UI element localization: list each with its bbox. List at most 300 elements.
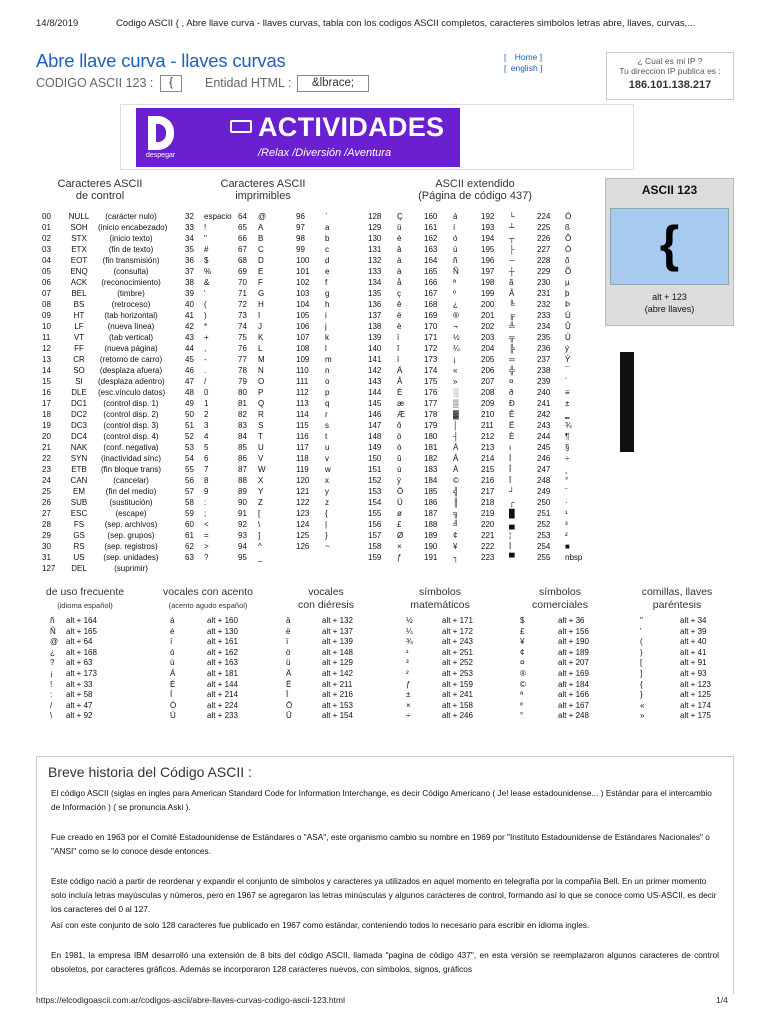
frequent-char: é [170, 626, 175, 636]
control-desc: (tab vertical) [108, 333, 153, 342]
printable-code: 111 [296, 377, 309, 386]
extended-code: 206 [481, 366, 495, 375]
frequent-header [622, 586, 732, 612]
control-abbr: LF [74, 322, 84, 331]
extended-code: 229 [537, 267, 551, 276]
printable-header [203, 178, 323, 202]
extended-code: 171 [424, 333, 438, 342]
printable-code: 69 [238, 267, 247, 276]
control-desc: (fin del medio) [105, 487, 157, 496]
extended-char: ç [397, 289, 401, 298]
extended-code: 156 [368, 520, 382, 529]
printable-code: 37 [185, 267, 194, 276]
extended-code: 248 [537, 476, 551, 485]
extended-char: ¡ [453, 355, 456, 364]
control-code: 00 [42, 212, 51, 221]
printable-char: i [325, 311, 327, 320]
extended-code: 128 [368, 212, 382, 221]
printable-code: 93 [238, 531, 247, 540]
code-value-box[interactable]: { [160, 75, 182, 92]
frequent-alt-code: alt + 132 [322, 616, 353, 625]
control-desc: (nueva línea) [107, 322, 155, 331]
frequent-char: á [170, 616, 175, 625]
nav-home-label[interactable]: Home [514, 52, 538, 62]
extended-char: ╝ [453, 520, 459, 529]
extended-char: ¬ [453, 322, 458, 331]
printable-char: u [325, 443, 330, 452]
frequent-alt-code: alt + 40 [680, 637, 707, 647]
printable-code: 109 [296, 355, 310, 364]
extended-char: õ [565, 256, 570, 265]
frequent-char: Ú [170, 711, 176, 721]
extended-code: 254 [537, 542, 551, 551]
printable-code: 79 [238, 377, 247, 386]
extended-char: Î [509, 465, 512, 474]
control-abbr: DC2 [70, 410, 87, 419]
frequent-char: / [50, 700, 53, 710]
frequent-char: Ï [286, 690, 289, 700]
extended-char: ╦ [509, 333, 515, 342]
frequent-alt-code: alt + 216 [322, 690, 353, 700]
extended-code: 250 [537, 498, 551, 507]
extended-code: 255 [537, 553, 551, 562]
extended-code: 241 [537, 399, 551, 408]
control-code: 22 [42, 454, 51, 463]
extended-code: 152 [368, 476, 382, 485]
history-p3: Este código nació a partir de reordenar y expandir el conjunto de símbolos y caracteres ya utilizados en aquel momento en telegrafía por la compañía Bell. En un primer momento solo incluía letras mayúsculas y números, pero en 1967 se agregaron las letras minúsculas y algunos caracteres de control, formando así lo que se conoce como US-ASCII, es decir los caracteres del 0 al 127. [51, 876, 717, 914]
control-abbr: ETB [71, 465, 87, 474]
extended-code: 138 [368, 322, 382, 331]
frequent-char: Ä [286, 669, 292, 678]
control-desc: (fin de texto) [108, 245, 154, 254]
control-desc: (conf. negativa) [103, 443, 159, 452]
printable-char: 8 [204, 476, 209, 485]
printable-char: V [258, 454, 264, 463]
extended-char: ú [453, 245, 458, 254]
frequent-alt-code: alt + 184 [558, 679, 589, 689]
extended-char: î [397, 344, 400, 353]
printable-char: ( [204, 300, 207, 309]
print-doc-title: Codigo ASCII { , Abre llave curva - llaves curvas, tabla con los codigos ASCII completos, caracteres simbolos letras abre, llaves, curvas,... [116, 18, 696, 29]
frequent-alt-code: alt + 189 [558, 647, 589, 657]
extended-code: 155 [368, 509, 382, 518]
printable-code: 91 [238, 509, 247, 518]
extended-code: 142 [368, 366, 382, 375]
frequent-char: { [640, 679, 643, 689]
frequent-alt-code: alt + 175 [680, 711, 711, 721]
control-code: 127 [42, 564, 56, 573]
extended-char: ■ [565, 542, 570, 551]
printable-char: 2 [204, 410, 209, 419]
printable-char: + [204, 333, 209, 342]
control-desc: (retorno de carro) [99, 355, 163, 364]
frequent-char: Ë [286, 679, 292, 689]
control-abbr: ESC [70, 509, 88, 518]
extended-char: ä [397, 256, 402, 265]
frequent-alt-code: alt + 148 [322, 647, 353, 657]
frequent-char: : [50, 690, 53, 700]
control-desc: (fin transmisión) [102, 256, 160, 265]
printable-code: 90 [238, 498, 247, 507]
extended-code: 143 [368, 377, 382, 386]
ip-question[interactable]: ¿ Cual es mi IP ? [637, 56, 703, 66]
extended-char: ã [509, 278, 514, 287]
frequent-char: ' [640, 626, 642, 636]
frequent-alt-code: alt + 233 [207, 711, 238, 721]
extended-code: 159 [368, 553, 382, 562]
extended-char: · [565, 498, 568, 507]
printable-code: 58 [185, 498, 194, 507]
printable-code: 110 [296, 366, 309, 375]
printable-char: & [204, 278, 210, 287]
extended-char: Ð [509, 399, 515, 408]
printable-code: 105 [296, 311, 310, 320]
extended-char: ï [397, 333, 400, 342]
frequent-char: Ö [286, 700, 293, 710]
side-ad-strip[interactable] [620, 352, 634, 452]
extended-char: Ó [565, 212, 572, 221]
printable-char: = [204, 531, 209, 540]
frequent-alt-code: alt + 93 [680, 669, 707, 678]
extended-code: 196 [481, 256, 495, 265]
printable-code: 32 [185, 212, 194, 221]
printable-char: [ [258, 509, 261, 518]
frequent-char: ³ [406, 658, 409, 668]
extended-header-line2: (Página de código 437) [418, 190, 532, 202]
control-desc: (tab horizontal) [104, 311, 158, 320]
control-code: 16 [42, 388, 51, 397]
printable-char: T [258, 432, 263, 441]
frequent-alt-code: alt + 211 [322, 679, 353, 689]
extended-code: 215 [481, 465, 495, 474]
nav-english[interactable]: [ english ] [504, 63, 543, 73]
extended-char: º [453, 289, 456, 298]
frequent-char: ÷ [406, 711, 411, 721]
extended-char: ¹ [565, 509, 568, 518]
printable-code: 48 [185, 388, 194, 397]
frequent-header-line2: (idioma español) [57, 601, 113, 610]
frequent-char: × [406, 700, 411, 710]
extended-char: Ú [565, 311, 571, 320]
frequent-char: ï [286, 637, 289, 647]
printable-char: 0 [204, 388, 209, 397]
extended-code: 179 [424, 421, 438, 430]
frequent-char: ¾ [406, 637, 413, 647]
extended-char: É [397, 388, 403, 397]
extended-code: 201 [481, 311, 495, 320]
extended-code: 222 [481, 542, 495, 551]
extended-char: Û [565, 322, 571, 331]
frequent-char: ä [286, 616, 291, 625]
extended-char: Ë [509, 421, 515, 430]
extended-code: 182 [424, 454, 438, 463]
frequent-alt-code: alt + 125 [680, 690, 711, 700]
frequent-header-line2: con diéresis [297, 599, 355, 611]
extended-code: 173 [424, 355, 438, 364]
extended-code: 202 [481, 322, 495, 331]
printable-char: I [258, 311, 261, 320]
extended-char: ¥ [453, 542, 458, 551]
control-abbr: ACK [70, 278, 88, 287]
frequent-char: ² [406, 669, 409, 678]
frequent-char: ¹ [406, 647, 409, 657]
frequent-alt-code: alt + 159 [442, 679, 473, 689]
extended-char: ‗ [565, 410, 570, 419]
printable-char: _ [258, 553, 263, 562]
control-abbr: DC3 [70, 421, 87, 430]
control-desc: (sep. registros) [104, 542, 158, 551]
printable-char: 7 [204, 465, 209, 474]
extended-char: ╚ [509, 300, 515, 309]
extended-code: 141 [368, 355, 382, 364]
extended-code: 193 [481, 223, 495, 232]
printable-char: J [258, 322, 262, 331]
printable-code: 72 [238, 300, 247, 309]
control-header-line2: de control [75, 190, 125, 202]
frequent-char: [ [640, 658, 643, 668]
control-desc: (nueva página) [104, 344, 158, 353]
frequent-alt-code: alt + 253 [442, 669, 473, 678]
frequent-alt-code: alt + 167 [558, 700, 589, 710]
extended-char: ▀ [509, 553, 515, 562]
extended-char: Ä [397, 366, 403, 375]
frequent-char: Ó [170, 700, 177, 710]
control-desc: (fin bloque trans) [100, 465, 162, 474]
frequent-char: ( [640, 637, 643, 647]
extended-char: ║ [453, 498, 459, 507]
history-title: Breve historia del Código ASCII : [48, 764, 252, 780]
extended-char: § [565, 443, 570, 452]
frequent-char: Ñ [50, 626, 56, 636]
printable-code: 36 [185, 256, 194, 265]
frequent-char: ¡ [50, 669, 53, 678]
printable-code: 88 [238, 476, 247, 485]
extended-char: Í [509, 454, 512, 463]
extended-char: ¯ [565, 366, 570, 375]
printable-char: $ [204, 256, 209, 265]
printable-char: M [258, 355, 265, 364]
frequent-alt-code: alt + 142 [322, 669, 353, 678]
extended-code: 207 [481, 377, 495, 386]
frequent-alt-code: alt + 246 [442, 711, 473, 721]
control-abbr: US [73, 553, 85, 562]
extended-char: ≡ [565, 388, 570, 397]
frequent-header [380, 586, 500, 612]
extended-code: 145 [368, 399, 382, 408]
extended-char: Ü [397, 498, 403, 507]
control-abbr: DEL [71, 564, 87, 573]
ascii-panel-name: (abre llaves) [644, 304, 695, 314]
extended-code: 194 [481, 234, 495, 243]
printable-code: 96 [296, 212, 305, 221]
extended-char: µ [565, 278, 570, 287]
extended-char: ¼ [453, 344, 460, 353]
nav-home[interactable]: [ Home ] [504, 52, 543, 62]
control-code: 18 [42, 410, 51, 419]
printable-char: ~ [325, 542, 330, 551]
printable-code: 73 [238, 311, 247, 320]
control-header-line1: Caracteres ASCII [57, 178, 143, 190]
extended-code: 218 [481, 498, 495, 507]
extended-code: 240 [537, 388, 551, 397]
printable-char: 6 [204, 454, 209, 463]
control-code: 20 [42, 432, 51, 441]
printable-code: 68 [238, 256, 247, 265]
printable-code: 47 [185, 377, 194, 386]
extended-code: 184 [424, 476, 438, 485]
frequent-alt-code: alt + 162 [207, 647, 238, 657]
ad-tagline: /Relax /Diversión /Aventura [258, 147, 392, 159]
printable-code: 122 [296, 498, 310, 507]
printable-char: H [258, 300, 264, 309]
extended-char: ß [565, 223, 570, 232]
printable-char: | [325, 520, 328, 529]
printable-char: C [258, 245, 264, 254]
extended-code: 129 [368, 223, 382, 232]
frequent-alt-code: alt + 137 [322, 626, 353, 636]
printable-code: 94 [238, 542, 247, 551]
extended-code: 154 [368, 498, 382, 507]
extended-char: ô [397, 421, 402, 430]
printable-code: 106 [296, 322, 310, 331]
extended-char: ù [397, 465, 402, 474]
printable-char: w [325, 465, 331, 474]
extended-code: 163 [424, 245, 438, 254]
extended-char: ± [565, 399, 570, 408]
control-abbr: BS [73, 300, 85, 309]
print-date: 14/8/2019 [36, 18, 79, 29]
printable-char: l [325, 344, 327, 353]
frequent-char: ? [50, 658, 55, 668]
frequent-alt-code: alt + 47 [66, 700, 93, 710]
printable-char: < [204, 520, 209, 529]
extended-code: 191 [424, 553, 438, 562]
extended-code: 131 [368, 245, 382, 254]
extended-char: × [397, 542, 402, 551]
control-code: 04 [42, 256, 51, 265]
control-code: 06 [42, 278, 51, 287]
ticket-icon [230, 120, 252, 133]
control-desc: (reconocimiento) [101, 278, 161, 287]
control-abbr: FF [74, 344, 84, 353]
printable-char: x [325, 476, 329, 485]
control-desc: (escape) [115, 509, 147, 518]
frequent-alt-code: alt + 168 [66, 647, 97, 657]
control-abbr: GS [73, 531, 85, 540]
extended-code: 211 [481, 421, 494, 430]
control-code: 31 [42, 553, 51, 562]
frequent-header [30, 586, 140, 612]
extended-char: █ [509, 509, 515, 518]
control-desc: (control disp. 2) [103, 410, 159, 419]
control-code: 24 [42, 476, 51, 485]
extended-char: ¾ [565, 421, 572, 430]
printable-code: 74 [238, 322, 247, 331]
extended-char: â [397, 245, 402, 254]
printable-code: 49 [185, 399, 194, 408]
frequent-alt-code: alt + 139 [322, 637, 353, 647]
control-code: 28 [42, 520, 51, 529]
printable-code: 35 [185, 245, 194, 254]
extended-char: ñ [453, 256, 458, 265]
frequent-alt-code: alt + 39 [680, 626, 707, 636]
extended-code: 251 [537, 509, 551, 518]
extended-char: ó [453, 234, 458, 243]
frequent-alt-code: alt + 165 [66, 626, 97, 636]
printable-char: / [204, 377, 207, 386]
extended-char: Æ [397, 410, 405, 419]
frequent-alt-code: alt + 224 [207, 700, 238, 710]
printable-code: 52 [185, 432, 194, 441]
extended-code: 243 [537, 421, 551, 430]
frequent-header-line1: comillas, llaves [641, 586, 713, 598]
extended-code: 221 [481, 531, 495, 540]
frequent-alt-code: alt + 36 [558, 616, 585, 625]
control-code: 08 [42, 300, 51, 309]
extended-code: 195 [481, 245, 495, 254]
frequent-char: ° [520, 711, 524, 721]
history-p4: En 1981, la empresa IBM desarrolló una extensión de 8 bits del código ASCII, llamada "pagina de código 437", en esta versión se reemplazaron algunos caracteres de control obsoletos, por caracteres gráficos. Además se incorporaron 128 caracteres nuevos, con símbolos, signos, gráficos [51, 950, 719, 974]
footer-url[interactable]: https://elcodigoascii.com.ar/codigos-ascii/abre-llaves-curvas-codigo-ascii-123.html [36, 995, 345, 1005]
nav-english-label[interactable]: english [510, 63, 538, 73]
extended-header-line1: ASCII extendido [435, 178, 515, 190]
frequent-char: ) [640, 647, 643, 657]
printable-code: 113 [296, 399, 309, 408]
extended-code: 166 [424, 278, 438, 287]
control-desc: (inicio encabezado) [98, 223, 168, 232]
control-abbr: HT [73, 311, 85, 320]
frequent-alt-code: alt + 169 [558, 669, 589, 678]
printable-char: F [258, 278, 263, 287]
printable-code: 54 [185, 454, 194, 463]
control-code: 26 [42, 498, 51, 507]
entity-value-box[interactable]: &lbrace; [297, 75, 369, 92]
extended-char: À [453, 465, 459, 474]
frequent-alt-code: alt + 41 [680, 647, 707, 657]
extended-code: 165 [424, 267, 438, 276]
printable-code: 116 [296, 432, 309, 441]
printable-code: 41 [185, 311, 194, 320]
control-desc: (sep. archivos) [104, 520, 158, 529]
extended-code: 167 [424, 289, 438, 298]
extended-char: á [453, 212, 458, 221]
printable-char: O [258, 377, 265, 386]
printable-code: 81 [238, 399, 247, 408]
extended-char: £ [397, 520, 402, 529]
frequent-char: ƒ [406, 679, 411, 689]
frequent-alt-code: alt + 91 [680, 658, 707, 668]
frequent-char: @ [50, 637, 59, 647]
printable-code: 45 [185, 355, 194, 364]
extended-code: 213 [481, 443, 495, 452]
control-desc: (carácter nulo) [105, 212, 157, 221]
extended-code: 246 [537, 454, 551, 463]
extended-char: È [509, 432, 515, 441]
printable-code: 120 [296, 476, 310, 485]
printable-code: 60 [185, 520, 194, 529]
printable-char: q [325, 399, 330, 408]
printable-code: 78 [238, 366, 247, 375]
printable-char: > [204, 542, 209, 551]
printable-code: 126 [296, 542, 310, 551]
extended-char: æ [397, 399, 405, 408]
extended-code: 144 [368, 388, 382, 397]
extended-code: 198 [481, 278, 495, 287]
frequent-alt-code: alt + 33 [66, 679, 93, 689]
printable-char: ) [204, 311, 207, 320]
control-desc: (desplaza afuera) [99, 366, 163, 375]
extended-code: 181 [424, 443, 438, 452]
